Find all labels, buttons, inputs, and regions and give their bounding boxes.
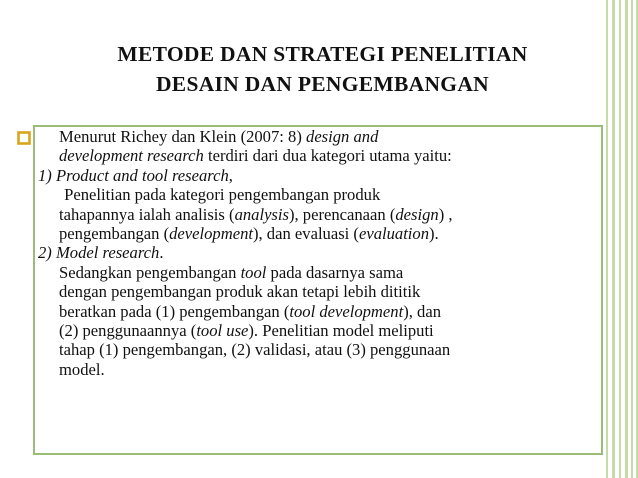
paragraph-line: tahap (1) pengembangan, (2) validasi, atau (3) penggunaan bbox=[59, 340, 451, 360]
title-line-1: METODE DAN STRATEGI PENELITIAN bbox=[117, 42, 528, 66]
text-run-italic: development research bbox=[59, 146, 204, 166]
text-run: terdiri dari dua kategori utama yaitu: bbox=[203, 146, 452, 166]
paragraph-line bbox=[40, 302, 605, 321]
text-run: pengembangan ( bbox=[59, 224, 170, 244]
decorative-rule bbox=[625, 0, 628, 478]
paragraph-line: model. bbox=[59, 359, 105, 379]
text-run-italic: analysis bbox=[234, 204, 289, 224]
paragraph-line bbox=[40, 321, 605, 340]
paragraph-line bbox=[40, 146, 605, 165]
text-run-italic: design bbox=[395, 204, 439, 224]
decorative-rule bbox=[606, 0, 608, 478]
text-run-italic: tool bbox=[240, 262, 267, 282]
text-run: Penelitian pada kategori pengembangan produk bbox=[60, 185, 381, 205]
text-run: Menurut Richey dan Klein (2007: 8) bbox=[59, 127, 307, 146]
text-run: beratkan pada (1) pengembangan ( bbox=[59, 301, 290, 321]
title-line-2: DESAIN DAN PENGEMBANGAN bbox=[155, 72, 489, 96]
text-run: ) , bbox=[438, 204, 453, 224]
slide-title bbox=[40, 39, 605, 99]
paragraph-line bbox=[40, 127, 605, 146]
text-run: (2) penggunaannya ( bbox=[59, 321, 197, 341]
text-run: ), perencanaan ( bbox=[288, 204, 396, 224]
text-run-italic: tool development bbox=[289, 301, 404, 321]
hollow-square-bullet-icon bbox=[17, 131, 31, 145]
text-run-italic: 2) Model research bbox=[38, 243, 160, 263]
text-run-italic: tool use bbox=[196, 321, 249, 341]
text-run-italic: evaluation bbox=[358, 224, 430, 244]
text-run: Sedangkan pengembangan bbox=[59, 262, 241, 282]
text-run-italic: development bbox=[169, 224, 253, 244]
text-run: pada dasarnya sama bbox=[266, 262, 404, 282]
text-run: ), dan evaluasi ( bbox=[252, 224, 359, 244]
text-run-italic: design and bbox=[306, 127, 379, 146]
decorative-rule bbox=[612, 0, 615, 478]
text-run: ). Penelitian model meliputi bbox=[248, 321, 434, 341]
text-run: ). bbox=[429, 224, 439, 244]
decorative-rule bbox=[619, 0, 621, 478]
text-run: , bbox=[228, 165, 233, 185]
paragraph-line bbox=[40, 263, 605, 282]
text-run-italic: 1) Product and tool research bbox=[38, 165, 229, 185]
paragraph-line bbox=[40, 224, 605, 243]
paragraph-line bbox=[40, 205, 605, 224]
decorative-rule bbox=[631, 0, 633, 478]
list-item-heading bbox=[38, 243, 605, 262]
body-text bbox=[40, 127, 605, 379]
text-run: tahapannya ialah analisis ( bbox=[59, 204, 235, 224]
paragraph-line bbox=[40, 185, 605, 204]
paragraph-line: dengan pengembangan produk akan tetapi lebih dititik bbox=[59, 282, 421, 302]
text-run: . bbox=[159, 243, 164, 263]
list-item-heading bbox=[38, 166, 605, 185]
text-run: ), dan bbox=[403, 301, 441, 321]
